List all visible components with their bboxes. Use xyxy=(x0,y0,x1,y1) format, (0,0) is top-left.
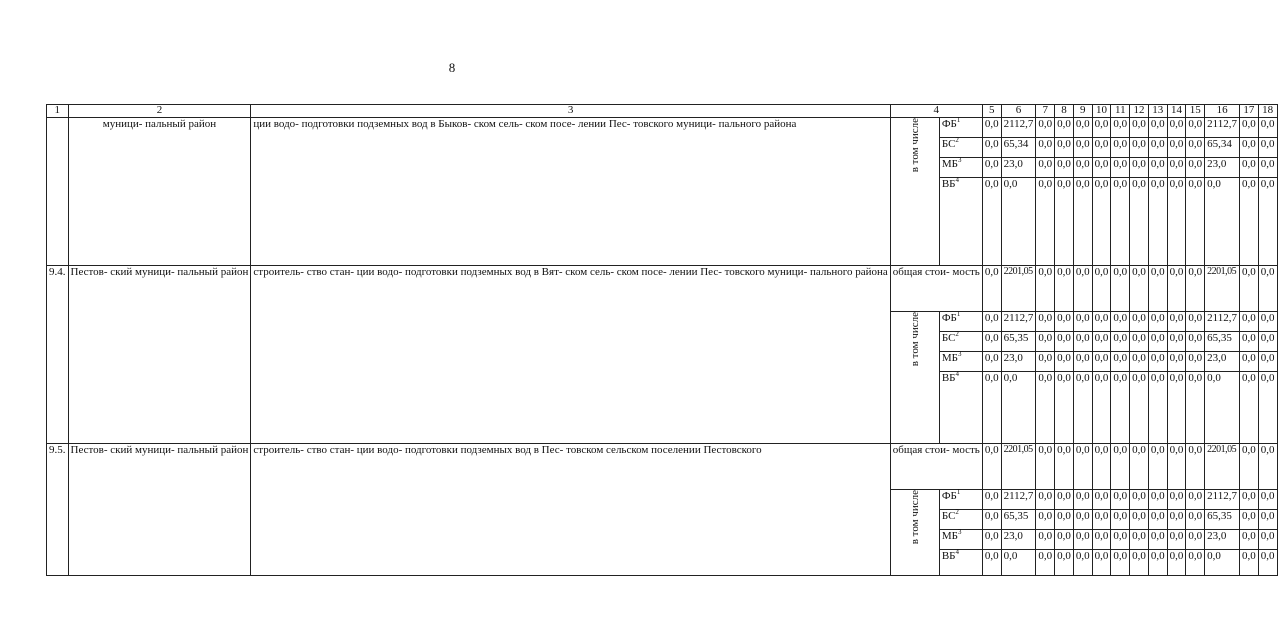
value-cell: 0,0 xyxy=(1092,138,1111,158)
value-cell: 23,0 xyxy=(1001,158,1036,178)
value-cell: 0,0 xyxy=(1001,550,1036,576)
value-cell: 0,0 xyxy=(1092,444,1111,490)
value-cell: 0,0 xyxy=(1186,118,1205,138)
value-cell: 0,0 xyxy=(1111,550,1130,576)
value-cell: 0,0 xyxy=(1055,312,1074,332)
source-footnote: 3 xyxy=(957,350,962,358)
source-cell xyxy=(939,138,982,158)
source-cell xyxy=(939,372,982,444)
value-cell: 0,0 xyxy=(1167,332,1186,352)
source-footnote: 2 xyxy=(955,508,959,516)
table-body xyxy=(47,105,1278,576)
value-cell: 0,0 xyxy=(1130,352,1149,372)
value-cell: 0,0 xyxy=(1092,372,1111,444)
value-cell: 0,0 xyxy=(1148,312,1167,332)
header-cell-9: 9 xyxy=(1073,105,1092,118)
header-cell-4: 4 xyxy=(890,105,982,118)
source-footnote: 4 xyxy=(955,548,959,556)
source-footnote: 1 xyxy=(956,116,961,124)
source-code: МБ xyxy=(941,158,958,170)
value-cell: 0,0 xyxy=(1130,266,1149,312)
header-cell-17: 17 xyxy=(1240,105,1259,118)
header-cell-16: 16 xyxy=(1205,105,1240,118)
value-cell: 0,0 xyxy=(1167,490,1186,510)
value-cell: 0,0 xyxy=(1036,138,1055,158)
value-cell: 0,0 xyxy=(1036,530,1055,550)
value-cell: 0,0 xyxy=(982,138,1001,158)
value-cell: 0,0 xyxy=(1130,444,1149,490)
value-cell: 0,0 xyxy=(1092,550,1111,576)
source-cell xyxy=(939,118,982,138)
header-cell-1: 1 xyxy=(47,105,69,118)
value-cell: 0,0 xyxy=(1055,352,1074,372)
value-cell: 0,0 xyxy=(1130,178,1149,266)
value-cell: 0,0 xyxy=(1130,332,1149,352)
value-cell: 0,0 xyxy=(1148,178,1167,266)
source-footnote: 1 xyxy=(956,310,961,318)
total-label: общая стои- мость xyxy=(890,266,982,312)
value-cell: 0,0 xyxy=(1186,332,1205,352)
value-cell: 0,0 xyxy=(1036,118,1055,138)
value-cell: 0,0 xyxy=(1186,158,1205,178)
value-cell: 0,0 xyxy=(1092,332,1111,352)
value-cell: 0,0 xyxy=(1073,372,1092,444)
source-code: БС xyxy=(941,138,956,150)
value-cell: 0,0 xyxy=(1148,332,1167,352)
value-cell: 0,0 xyxy=(1073,266,1092,312)
value-cell: 0,0 xyxy=(1148,372,1167,444)
value-cell: 0,0 xyxy=(1148,352,1167,372)
value-cell: 0,0 xyxy=(982,266,1001,312)
value-cell: 0,0 xyxy=(1240,332,1259,352)
value-cell: 23,0 xyxy=(1205,530,1240,550)
value-cell: 0,0 xyxy=(982,352,1001,372)
source-footnote: 1 xyxy=(956,488,961,496)
source-cell xyxy=(939,158,982,178)
value-cell: 0,0 xyxy=(1130,550,1149,576)
value-cell: 0,0 xyxy=(1148,158,1167,178)
value-cell: 0,0 xyxy=(1167,372,1186,444)
value-cell: 0,0 xyxy=(1130,510,1149,530)
value-cell: 0,0 xyxy=(1258,118,1277,138)
value-cell: 0,0 xyxy=(1148,490,1167,510)
value-cell: 0,0 xyxy=(1111,530,1130,550)
value-cell: 0,0 xyxy=(1055,178,1074,266)
district-cell: Пестов- ский муници- пальный район xyxy=(68,444,251,576)
in-total-text: в том числе xyxy=(908,312,921,367)
value-cell: 0,0 xyxy=(1111,118,1130,138)
value-cell: 0,0 xyxy=(1148,118,1167,138)
value-cell: 0,0 xyxy=(1240,158,1259,178)
value-cell: 0,0 xyxy=(1258,530,1277,550)
value-cell: 0,0 xyxy=(1148,530,1167,550)
value-cell: 0,0 xyxy=(982,372,1001,444)
source-code: ФБ xyxy=(941,118,957,130)
value-cell: 0,0 xyxy=(1092,312,1111,332)
value-cell: 0,0 xyxy=(1055,266,1074,312)
value-cell: 2112,7 xyxy=(1001,118,1036,138)
value-cell: 0,0 xyxy=(1240,266,1259,312)
value-cell: 0,0 xyxy=(1073,178,1092,266)
value-cell: 0,0 xyxy=(1092,510,1111,530)
value-cell: 0,0 xyxy=(1186,372,1205,444)
value-cell: 0,0 xyxy=(1092,266,1111,312)
value-cell: 0,0 xyxy=(1186,444,1205,490)
value-cell: 0,0 xyxy=(1186,352,1205,372)
value-cell: 0,0 xyxy=(1240,178,1259,266)
value-cell: 0,0 xyxy=(1205,178,1240,266)
value-cell: 0,0 xyxy=(1258,178,1277,266)
table-row xyxy=(47,444,1278,490)
value-cell: 0,0 xyxy=(1111,158,1130,178)
header-cell-14: 14 xyxy=(1167,105,1186,118)
source-footnote: 2 xyxy=(955,136,959,144)
in-total-label xyxy=(890,118,939,266)
value-cell: 65,34 xyxy=(1205,138,1240,158)
value-cell: 0,0 xyxy=(1167,158,1186,178)
value-cell: 2201,05 xyxy=(1001,266,1036,312)
source-footnote: 2 xyxy=(955,330,959,338)
value-cell: 0,0 xyxy=(1036,312,1055,332)
value-cell: 0,0 xyxy=(1055,158,1074,178)
value-cell: 0,0 xyxy=(1073,530,1092,550)
value-cell: 0,0 xyxy=(1111,444,1130,490)
value-cell: 0,0 xyxy=(1036,510,1055,530)
in-total-label xyxy=(890,312,939,444)
value-cell: 0,0 xyxy=(1240,530,1259,550)
table-row xyxy=(47,118,1278,138)
value-cell: 65,35 xyxy=(1205,332,1240,352)
page-number: 8 xyxy=(448,60,456,75)
header-cell-2: 2 xyxy=(68,105,251,118)
value-cell: 0,0 xyxy=(982,332,1001,352)
header-cell-15: 15 xyxy=(1186,105,1205,118)
value-cell: 0,0 xyxy=(1167,530,1186,550)
value-cell: 0,0 xyxy=(1167,550,1186,576)
source-code: ВБ xyxy=(941,372,956,384)
value-cell: 0,0 xyxy=(1111,352,1130,372)
value-cell: 0,0 xyxy=(1186,178,1205,266)
value-cell: 0,0 xyxy=(1167,352,1186,372)
source-cell xyxy=(939,550,982,576)
value-cell: 0,0 xyxy=(1240,312,1259,332)
value-cell: 65,35 xyxy=(1001,332,1036,352)
value-cell: 0,0 xyxy=(1073,444,1092,490)
value-cell: 0,0 xyxy=(1111,372,1130,444)
value-cell: 0,0 xyxy=(1167,266,1186,312)
value-cell: 0,0 xyxy=(1036,178,1055,266)
value-cell: 0,0 xyxy=(1130,158,1149,178)
in-total-text: в том числе xyxy=(908,490,921,545)
value-cell: 0,0 xyxy=(1111,266,1130,312)
value-cell: 0,0 xyxy=(1055,138,1074,158)
value-cell: 0,0 xyxy=(1073,118,1092,138)
value-cell: 0,0 xyxy=(1240,372,1259,444)
source-footnote: 4 xyxy=(955,370,959,378)
value-cell: 0,0 xyxy=(1258,352,1277,372)
value-cell: 2201,05 xyxy=(1205,266,1240,312)
source-cell xyxy=(939,332,982,352)
value-cell: 0,0 xyxy=(1130,530,1149,550)
total-label: общая стои- мость xyxy=(890,444,982,490)
source-cell xyxy=(939,510,982,530)
value-cell: 0,0 xyxy=(982,490,1001,510)
value-cell: 0,0 xyxy=(1148,444,1167,490)
value-cell: 0,0 xyxy=(1240,352,1259,372)
value-cell: 0,0 xyxy=(1186,138,1205,158)
header-row xyxy=(47,105,1278,118)
value-cell: 0,0 xyxy=(1258,332,1277,352)
value-cell: 0,0 xyxy=(1258,510,1277,530)
source-cell xyxy=(939,530,982,550)
value-cell: 0,0 xyxy=(982,510,1001,530)
value-cell: 0,0 xyxy=(1092,530,1111,550)
source-cell xyxy=(939,352,982,372)
header-cell-8: 8 xyxy=(1055,105,1074,118)
value-cell: 0,0 xyxy=(1073,490,1092,510)
value-cell: 0,0 xyxy=(1186,312,1205,332)
value-cell: 0,0 xyxy=(1148,550,1167,576)
value-cell: 0,0 xyxy=(1036,158,1055,178)
header-cell-3: 3 xyxy=(251,105,890,118)
value-cell: 0,0 xyxy=(1240,444,1259,490)
description-cell: строитель- ство стан- ции водо- подготовки подземных вод в Вят- ском сель- ском посе- лении Пес- товского муници- пального района xyxy=(251,266,890,444)
value-cell: 0,0 xyxy=(1148,266,1167,312)
value-cell: 0,0 xyxy=(1036,266,1055,312)
header-cell-13: 13 xyxy=(1148,105,1167,118)
value-cell: 23,0 xyxy=(1205,352,1240,372)
value-cell: 2112,7 xyxy=(1205,490,1240,510)
source-code: ФБ xyxy=(941,312,957,324)
value-cell: 0,0 xyxy=(1036,444,1055,490)
value-cell: 0,0 xyxy=(1258,444,1277,490)
value-cell: 0,0 xyxy=(1258,266,1277,312)
value-cell: 0,0 xyxy=(1258,372,1277,444)
value-cell: 0,0 xyxy=(1092,178,1111,266)
value-cell: 2201,05 xyxy=(1205,444,1240,490)
value-cell: 0,0 xyxy=(1001,178,1036,266)
value-cell: 0,0 xyxy=(982,118,1001,138)
value-cell: 0,0 xyxy=(1036,332,1055,352)
source-footnote: 3 xyxy=(957,156,962,164)
value-cell: 0,0 xyxy=(1148,510,1167,530)
value-cell: 0,0 xyxy=(1130,118,1149,138)
value-cell: 2201,05 xyxy=(1001,444,1036,490)
value-cell: 0,0 xyxy=(1167,510,1186,530)
value-cell: 0,0 xyxy=(982,158,1001,178)
value-cell: 0,0 xyxy=(1073,312,1092,332)
item-number xyxy=(47,118,69,266)
value-cell: 0,0 xyxy=(1186,266,1205,312)
value-cell: 0,0 xyxy=(1111,138,1130,158)
source-code: ФБ xyxy=(941,490,957,502)
value-cell: 0,0 xyxy=(1111,510,1130,530)
value-cell: 0,0 xyxy=(1055,332,1074,352)
value-cell: 0,0 xyxy=(1167,138,1186,158)
value-cell: 2112,7 xyxy=(1001,312,1036,332)
source-cell xyxy=(939,490,982,510)
header-cell-6: 6 xyxy=(1001,105,1036,118)
item-number: 9.4. xyxy=(47,266,69,444)
value-cell: 0,0 xyxy=(1186,510,1205,530)
value-cell: 0,0 xyxy=(1073,332,1092,352)
value-cell: 0,0 xyxy=(1240,510,1259,530)
source-footnote: 4 xyxy=(955,176,959,184)
value-cell: 0,0 xyxy=(1167,444,1186,490)
value-cell: 65,35 xyxy=(1205,510,1240,530)
value-cell: 0,0 xyxy=(1167,312,1186,332)
source-cell xyxy=(939,312,982,332)
value-cell: 2112,7 xyxy=(1001,490,1036,510)
value-cell: 0,0 xyxy=(1092,118,1111,138)
source-footnote: 3 xyxy=(957,528,962,536)
value-cell: 0,0 xyxy=(1073,158,1092,178)
in-total-label xyxy=(890,490,939,576)
value-cell: 0,0 xyxy=(1186,530,1205,550)
value-cell: 0,0 xyxy=(1258,490,1277,510)
value-cell: 0,0 xyxy=(982,530,1001,550)
value-cell: 23,0 xyxy=(1001,530,1036,550)
value-cell: 0,0 xyxy=(1258,550,1277,576)
value-cell: 0,0 xyxy=(1055,444,1074,490)
value-cell: 0,0 xyxy=(1111,178,1130,266)
source-code: БС xyxy=(941,332,956,344)
value-cell: 0,0 xyxy=(1055,118,1074,138)
value-cell: 0,0 xyxy=(1055,510,1074,530)
value-cell: 0,0 xyxy=(982,312,1001,332)
value-cell: 0,0 xyxy=(1111,332,1130,352)
value-cell: 0,0 xyxy=(1240,118,1259,138)
header-cell-12: 12 xyxy=(1130,105,1149,118)
value-cell: 0,0 xyxy=(1186,490,1205,510)
description-cell: ции водо- подготовки подземных вод в Быков- ском сель- ском посе- лении Пес- товского муници- пального района xyxy=(251,118,890,266)
value-cell: 0,0 xyxy=(1258,138,1277,158)
value-cell: 0,0 xyxy=(1148,138,1167,158)
value-cell: 0,0 xyxy=(1258,158,1277,178)
value-cell: 0,0 xyxy=(982,178,1001,266)
header-cell-7: 7 xyxy=(1036,105,1055,118)
value-cell: 0,0 xyxy=(1130,372,1149,444)
value-cell: 0,0 xyxy=(982,550,1001,576)
value-cell: 0,0 xyxy=(1036,352,1055,372)
value-cell: 65,35 xyxy=(1001,510,1036,530)
value-cell: 0,0 xyxy=(1167,118,1186,138)
value-cell: 0,0 xyxy=(1001,372,1036,444)
value-cell: 2112,7 xyxy=(1205,118,1240,138)
header-cell-18: 18 xyxy=(1258,105,1277,118)
table-row xyxy=(47,266,1278,312)
value-cell: 0,0 xyxy=(1073,352,1092,372)
value-cell: 0,0 xyxy=(1130,312,1149,332)
value-cell: 0,0 xyxy=(1055,550,1074,576)
value-cell: 23,0 xyxy=(1205,158,1240,178)
value-cell: 0,0 xyxy=(1258,312,1277,332)
value-cell: 0,0 xyxy=(1073,550,1092,576)
value-cell: 0,0 xyxy=(1167,178,1186,266)
value-cell: 0,0 xyxy=(1092,352,1111,372)
source-code: ВБ xyxy=(941,178,956,190)
value-cell: 0,0 xyxy=(1205,550,1240,576)
value-cell: 0,0 xyxy=(1111,490,1130,510)
value-cell: 0,0 xyxy=(1073,510,1092,530)
in-total-text: в том числе xyxy=(908,118,921,173)
value-cell: 0,0 xyxy=(1036,490,1055,510)
value-cell: 65,34 xyxy=(1001,138,1036,158)
value-cell: 0,0 xyxy=(1036,550,1055,576)
header-cell-10: 10 xyxy=(1092,105,1111,118)
item-number: 9.5. xyxy=(47,444,69,576)
value-cell: 0,0 xyxy=(1055,372,1074,444)
value-cell: 0,0 xyxy=(1055,530,1074,550)
value-cell: 0,0 xyxy=(1240,550,1259,576)
value-cell: 0,0 xyxy=(1130,490,1149,510)
description-cell: строитель- ство стан- ции водо- подготовки подземных вод в Пес- товском сельском поселении Пестовского xyxy=(251,444,890,576)
source-code: БС xyxy=(941,510,956,522)
source-code: МБ xyxy=(941,530,958,542)
value-cell: 0,0 xyxy=(1073,138,1092,158)
value-cell: 0,0 xyxy=(1111,312,1130,332)
value-cell: 0,0 xyxy=(1240,138,1259,158)
source-code: ВБ xyxy=(941,550,956,562)
value-cell: 0,0 xyxy=(1240,490,1259,510)
value-cell: 0,0 xyxy=(1205,372,1240,444)
header-cell-5: 5 xyxy=(982,105,1001,118)
source-cell xyxy=(939,178,982,266)
value-cell: 0,0 xyxy=(1092,490,1111,510)
header-cell-11: 11 xyxy=(1111,105,1130,118)
district-cell: Пестов- ский муници- пальный район xyxy=(68,266,251,444)
value-cell: 0,0 xyxy=(982,444,1001,490)
source-code: МБ xyxy=(941,352,958,364)
value-cell: 0,0 xyxy=(1092,158,1111,178)
value-cell: 2112,7 xyxy=(1205,312,1240,332)
value-cell: 0,0 xyxy=(1055,490,1074,510)
funding-table xyxy=(46,104,1278,576)
value-cell: 0,0 xyxy=(1186,550,1205,576)
value-cell: 23,0 xyxy=(1001,352,1036,372)
value-cell: 0,0 xyxy=(1036,372,1055,444)
district-cell: муници- пальный район xyxy=(68,118,251,266)
value-cell: 0,0 xyxy=(1130,138,1149,158)
